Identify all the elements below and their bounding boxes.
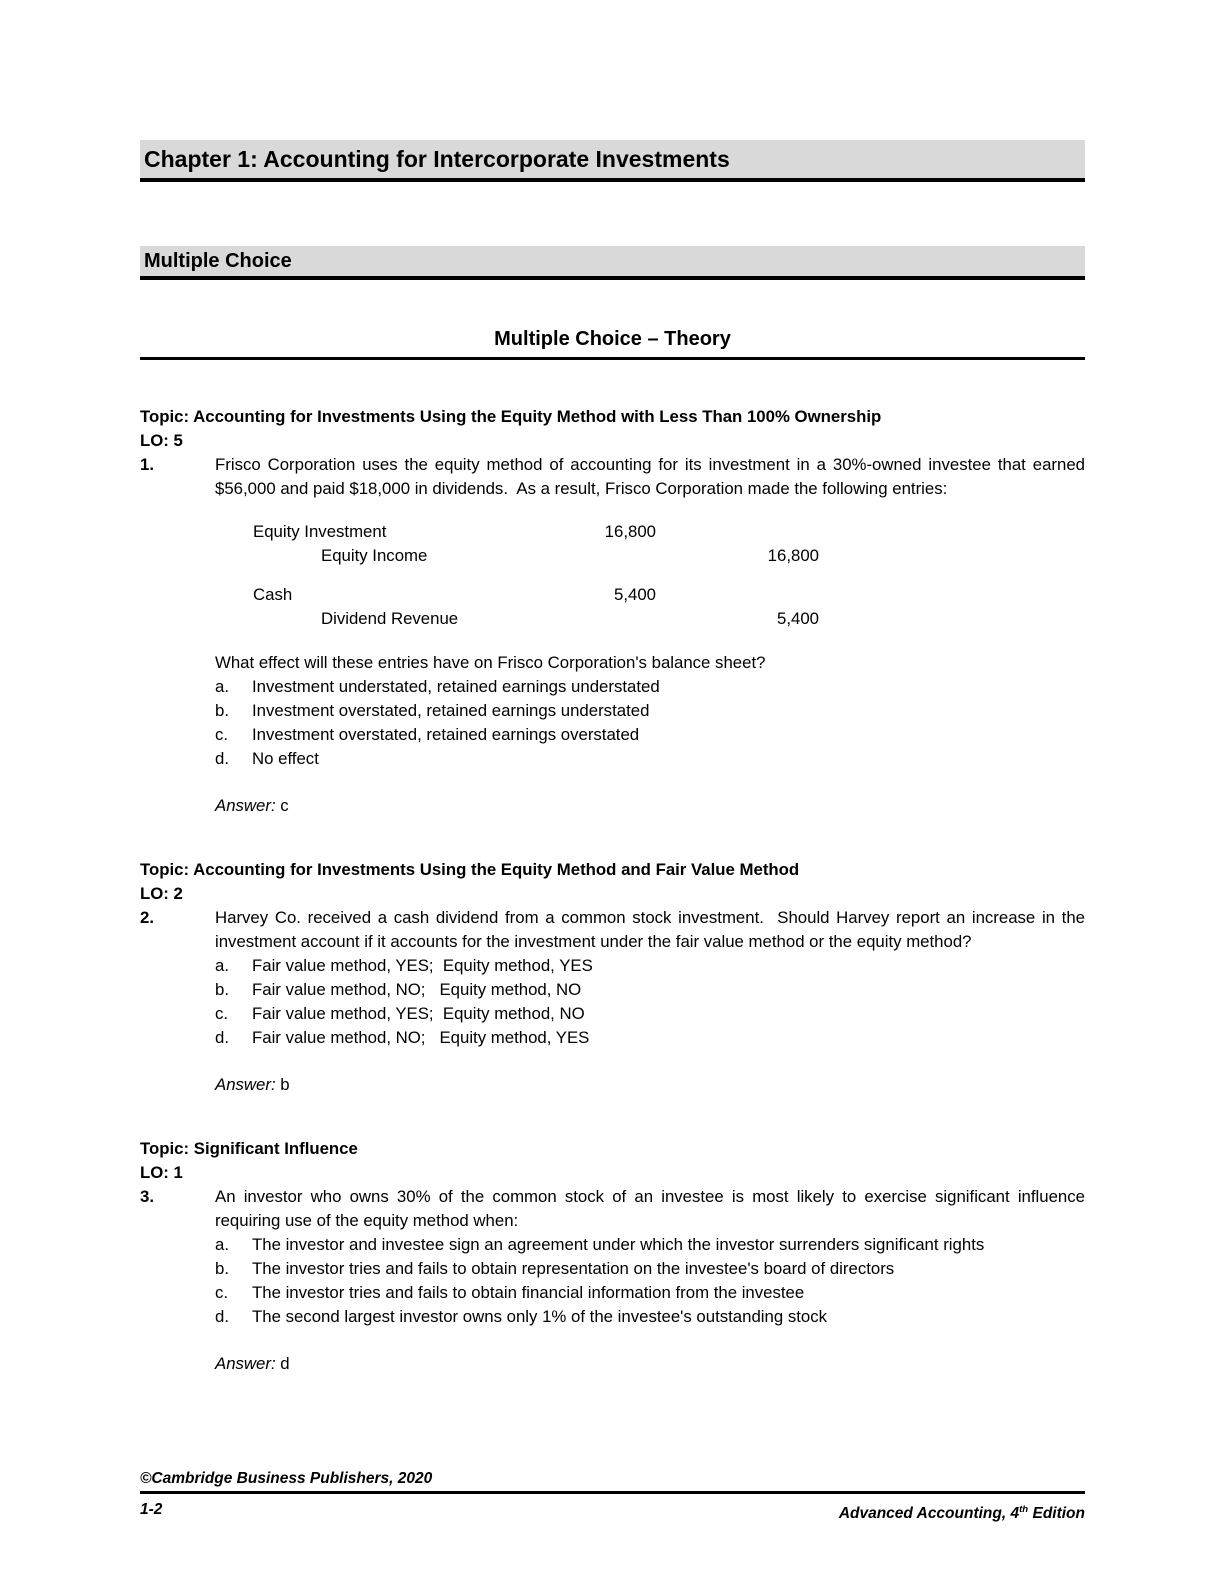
account-name: Equity Income (321, 546, 428, 565)
credit-amount (656, 583, 819, 607)
option-text: Investment overstated, retained earnings overstated (252, 725, 640, 744)
question-row (140, 1185, 1085, 1376)
answer-label: Answer: (215, 1354, 276, 1373)
option-text: Fair value method, YES; Equity method, YES (252, 956, 593, 975)
journal-entry-table (215, 520, 1085, 631)
journal-entry-row (215, 607, 1085, 631)
option-row (215, 1233, 1085, 1257)
option-text: The second largest investor owns only 1% of the investee's outstanding stock (252, 1307, 828, 1326)
credit-amount: 5,400 (777, 609, 819, 628)
option-text: The investor tries and fails to obtain financial information from the investee (252, 1283, 805, 1302)
option-row (215, 954, 1085, 978)
page-content (140, 140, 1085, 1376)
journal-entry-row (215, 520, 1085, 544)
answer-value: c (280, 796, 289, 815)
edition-prefix: Advanced Accounting, 4 (838, 1505, 1020, 1523)
edition-suffix: Edition (1028, 1505, 1085, 1523)
option-letter: b. (215, 701, 229, 720)
option-row (215, 747, 1085, 771)
question-body (215, 906, 1085, 1097)
option-letter: d. (215, 1028, 229, 1047)
option-letter: a. (215, 956, 229, 975)
debit-amount: 5,400 (614, 585, 656, 604)
debit-amount: 16,800 (604, 522, 656, 541)
account-name: Cash (253, 585, 293, 604)
question-body (215, 453, 1085, 818)
journal-entry-row (215, 583, 1085, 607)
section-title: Multiple Choice (144, 250, 292, 272)
option-letter: d. (215, 749, 229, 768)
option-letter: d. (215, 1307, 229, 1326)
option-letter: b. (215, 1259, 229, 1278)
question-text: Harvey Co. received a cash dividend from a common stock investment. Should Harvey report an increase in the investment account if it accounts for the investment under the fair value method or the equity method? (215, 908, 1085, 951)
option-row (215, 1305, 1085, 1329)
options-list (215, 675, 1085, 771)
debit-amount (503, 607, 656, 631)
answer-line (215, 1073, 1085, 1097)
topic-label: Topic: Accounting for Investments Using the Equity Method and Fair Value Method (140, 860, 800, 879)
answer-value: b (280, 1075, 290, 1094)
option-letter: c. (215, 1004, 229, 1023)
option-text: The investor tries and fails to obtain representation on the investee's board of directors (252, 1259, 895, 1278)
learning-objective-label: LO: 5 (140, 431, 183, 450)
option-letter: a. (215, 677, 229, 696)
option-row (215, 978, 1085, 1002)
question-row (140, 453, 1085, 818)
page-number: 1-2 (140, 1501, 163, 1518)
option-row (215, 723, 1085, 747)
option-row (215, 1026, 1085, 1050)
question-text: An investor who owns 30% of the common stock of an investee is most likely to exercise significant influence requiring use of the equity method when: (215, 1187, 1085, 1230)
page-footer (140, 1469, 1085, 1523)
topic-label: Topic: Significant Influence (140, 1139, 358, 1158)
chapter-title-bar (140, 140, 1085, 182)
option-text: Fair value method, NO; Equity method, YES (252, 1028, 590, 1047)
section-title-bar (140, 246, 1085, 280)
options-list (215, 1233, 1085, 1329)
footer-row (140, 1500, 1085, 1523)
option-text: No effect (252, 749, 319, 768)
learning-objective-label: LO: 2 (140, 884, 183, 903)
chapter-title: Chapter 1: Accounting for Intercorporate Investments (144, 146, 730, 172)
credit-amount: 16,800 (767, 546, 819, 565)
answer-label: Answer: (215, 1075, 276, 1094)
question-block-2 (140, 858, 1085, 1097)
account-name: Equity Investment (253, 522, 387, 541)
question-block-1 (140, 405, 1085, 818)
topic-label: Topic: Accounting for Investments Using the Equity Method with Less Than 100% Ownership (140, 407, 882, 426)
option-row (215, 699, 1085, 723)
learning-objective-label: LO: 1 (140, 1163, 183, 1182)
option-text: Fair value method, YES; Equity method, NO (252, 1004, 585, 1023)
credit-amount (656, 520, 819, 544)
journal-entry-row (215, 544, 1085, 568)
answer-line (215, 1352, 1085, 1376)
question-number: 3. (140, 1187, 154, 1206)
option-letter: b. (215, 980, 229, 999)
option-letter: a. (215, 1235, 229, 1254)
debit-amount (503, 544, 656, 568)
answer-line (215, 794, 1085, 818)
edition-superscript: th (1019, 1504, 1029, 1515)
question-number: 1. (140, 455, 154, 474)
answer-label: Answer: (215, 796, 276, 815)
question-text: Frisco Corporation uses the equity method of accounting for its investment in a 30%-owned investee that earned $56,000 and paid $18,000 in dividends. As a result, Frisco Corporation made the following entries: (215, 455, 1085, 498)
subsection-title: Multiple Choice – Theory (140, 326, 1085, 360)
option-text: Investment overstated, retained earnings understated (252, 701, 650, 720)
options-list (215, 954, 1085, 1050)
option-row (215, 1002, 1085, 1026)
question-number: 2. (140, 908, 154, 927)
question-body (215, 1185, 1085, 1376)
question-row (140, 906, 1085, 1097)
answer-value: d (280, 1354, 290, 1373)
edition-text (839, 1500, 1085, 1523)
account-name: Dividend Revenue (321, 609, 459, 628)
option-text: The investor and investee sign an agreement under which the investor surrenders significant rights (252, 1235, 985, 1254)
option-text: Investment understated, retained earnings understated (252, 677, 660, 696)
option-letter: c. (215, 725, 229, 744)
option-letter: c. (215, 1283, 229, 1302)
question-prompt: What effect will these entries have on Frisco Corporation's balance sheet? (215, 653, 766, 672)
option-text: Fair value method, NO; Equity method, NO (252, 980, 582, 999)
option-row (215, 1281, 1085, 1305)
option-row (215, 675, 1085, 699)
option-row (215, 1257, 1085, 1281)
question-block-3 (140, 1137, 1085, 1376)
copyright-text: ©Cambridge Business Publishers, 2020 (140, 1469, 1085, 1494)
